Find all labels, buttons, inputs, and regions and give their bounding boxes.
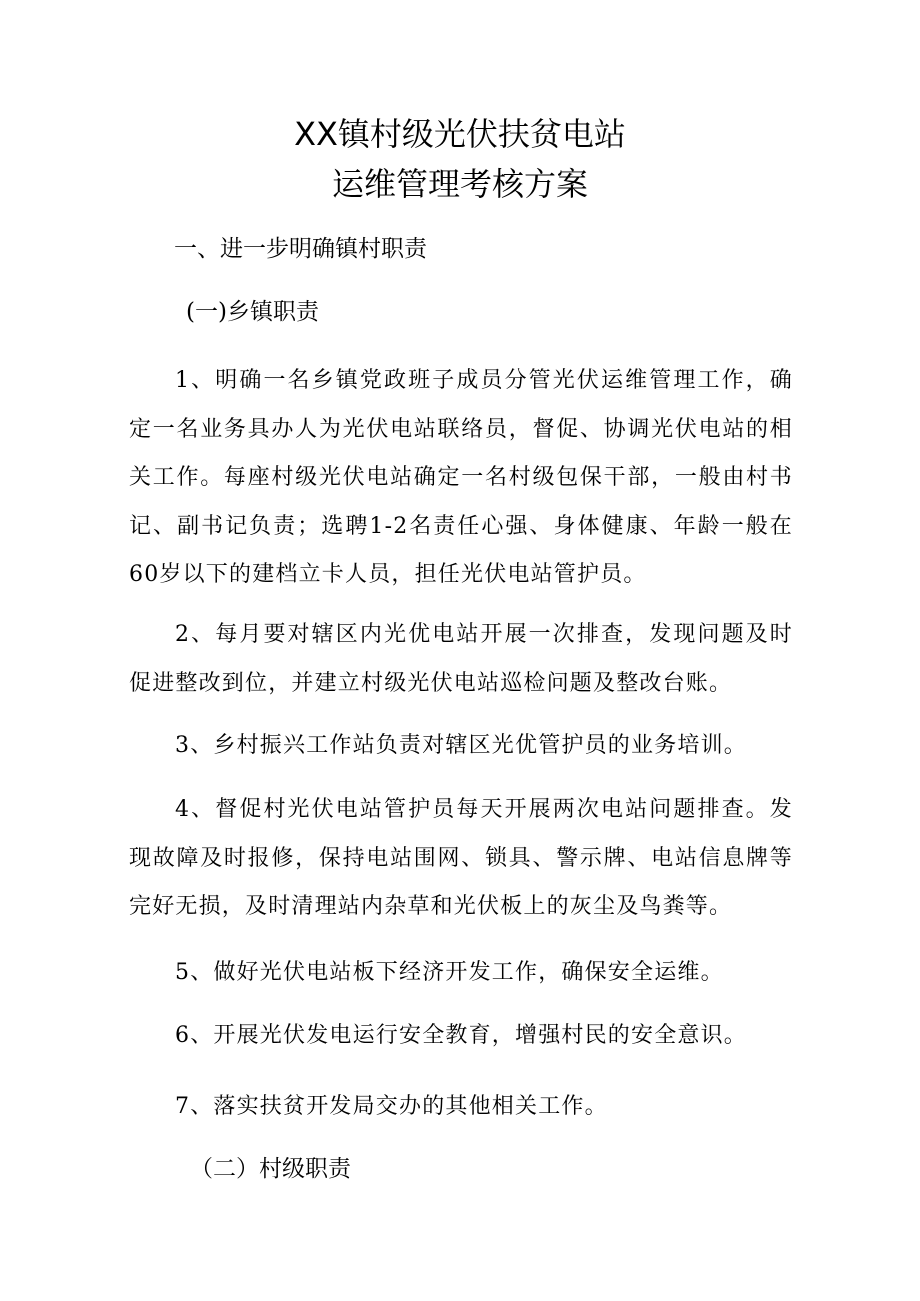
document-title-line-2: 运维管理考核方案 [331, 165, 588, 203]
document-title-line-1: XX镇村级光伏扶贫电站 [294, 115, 626, 153]
list-item-7: 7、落实扶贫开发局交办的其他相关工作。 [175, 1094, 608, 1119]
subsection-heading-village: （二）村级职责 [190, 1156, 351, 1182]
section-heading-1: 一、进一步明确镇村职责 [174, 236, 427, 262]
list-item-1: 1、明确一名乡镇党政班子成员分管光伏运维管理工作，确定一名业务具办人为光伏电站联络员，督促、协调光伏电站的相关工作。每座村级光伏电站确定一名村级包保干部，一般由村书记、副书记负责；选聘1-2名责任心强、身体健康、年龄一般在60岁以下的建档立卡人员，担任光伏电站管护员。 [129, 368, 793, 587]
list-item-2: 2、每月要对辖区内光优电站开展一次排查，发现问题及时促进整改到位，并建立村级光伏电站巡检问题及整改台账。 [129, 622, 793, 696]
list-item-5: 5、做好光伏电站板下经济开发工作，确保安全运维。 [175, 960, 724, 985]
list-item-3: 3、乡村振兴工作站负责对辖区光优管护员的业务培训。 [175, 733, 747, 758]
list-item-4: 4、督促村光伏电站管护员每天开展两次电站问题排查。发现故障及时报修，保持电站围网、锁具、警示牌、电站信息牌等完好无损，及时清理站内杂草和光伏板上的灰尘及鸟粪等。 [129, 797, 793, 919]
list-item-6: 6、开展光伏发电运行安全教育，增强村民的安全意识。 [175, 1023, 747, 1048]
subsection-heading-township: (一)乡镇职责 [186, 299, 319, 325]
